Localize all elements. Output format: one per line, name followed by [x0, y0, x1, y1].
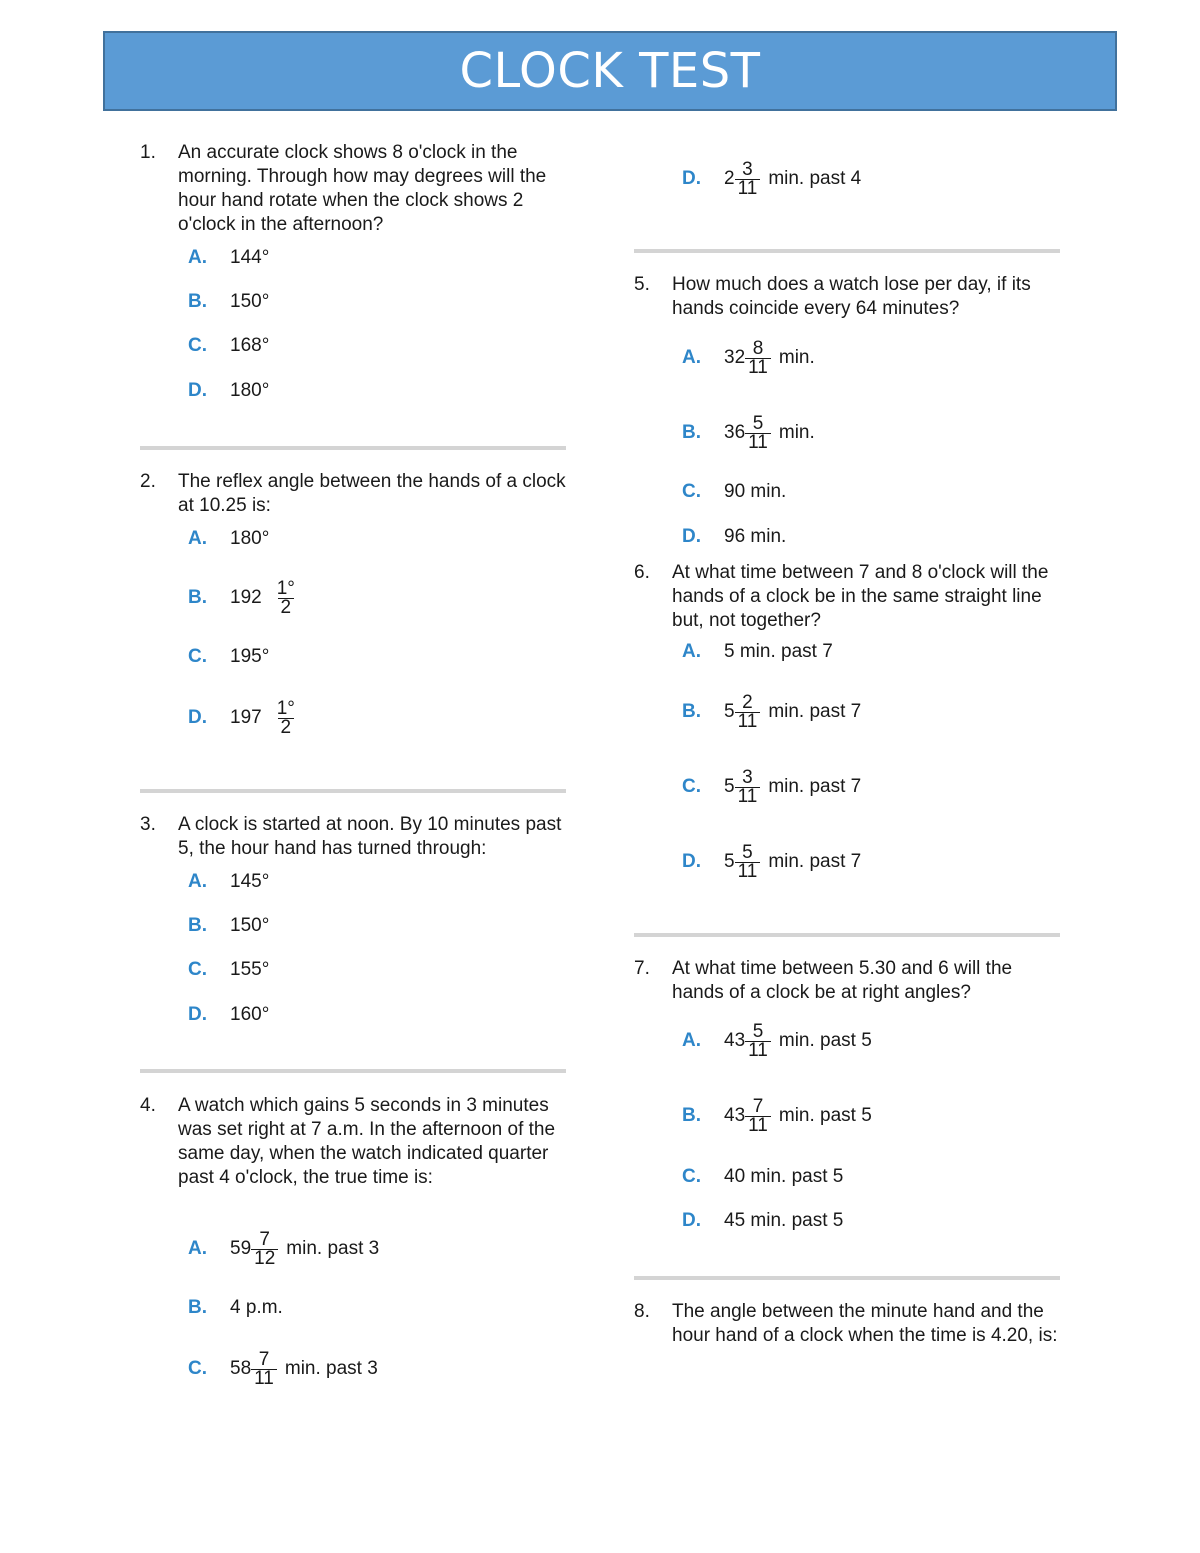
question-text: How much does a watch lose per day, if its hands coincide every 64 minutes? — [672, 274, 1031, 319]
option-5c[interactable] — [682, 472, 786, 512]
option-text: 145° — [230, 871, 270, 892]
fraction-numerator: 5 — [742, 841, 753, 863]
option-text: 45 min. past 5 — [724, 1210, 844, 1231]
option-suffix: min. past 7 — [768, 851, 862, 872]
option-letter: D. — [682, 851, 701, 872]
option-letter: A. — [188, 528, 207, 549]
fraction-denominator: 11 — [745, 1116, 771, 1135]
mixed-number — [230, 1348, 378, 1389]
option-text: 144° — [230, 247, 270, 268]
option-suffix: min. — [778, 347, 815, 368]
option-7d[interactable] — [682, 1201, 843, 1241]
option-letter: D. — [188, 707, 207, 728]
whole-part: 59 — [230, 1238, 252, 1259]
question-8 — [634, 1300, 1060, 1348]
option-3b[interactable] — [188, 906, 269, 946]
option-1c[interactable] — [188, 326, 269, 366]
fraction — [251, 1228, 278, 1269]
option-6a[interactable] — [682, 632, 833, 672]
fraction-numerator: 3 — [742, 158, 753, 180]
whole-part: 2 — [724, 168, 735, 189]
fraction — [745, 1095, 771, 1136]
question-number: 1. — [140, 142, 156, 163]
fraction — [745, 1020, 771, 1061]
question-number: 6. — [634, 562, 650, 583]
fraction — [735, 841, 761, 882]
option-letter: D. — [682, 526, 701, 547]
fraction — [274, 577, 298, 618]
option-2b[interactable] — [188, 578, 302, 618]
question-text: An accurate clock shows 8 o'clock in the morning. Through how may degrees will the hour hand rotate when the clock shows 2 o'clock in the afternoon? — [178, 142, 547, 235]
option-3d[interactable] — [188, 995, 269, 1035]
fraction-numerator: 3 — [742, 766, 753, 788]
option-letter: D. — [682, 168, 701, 189]
mixed-number — [724, 841, 862, 882]
option-letter: A. — [682, 1030, 701, 1051]
fraction — [251, 1348, 277, 1389]
fraction-denominator: 11 — [745, 358, 771, 377]
option-letter: A. — [188, 247, 207, 268]
option-5b[interactable] — [682, 413, 815, 453]
mixed-number — [724, 158, 862, 199]
option-text: 5 min. past 7 — [724, 641, 833, 662]
option-letter: A. — [682, 641, 701, 662]
question-3 — [140, 813, 566, 861]
option-letter: B. — [188, 587, 207, 608]
mixed-number — [724, 766, 862, 807]
fraction-denominator: 2 — [278, 718, 295, 737]
question-text: The reflex angle between the hands of a clock at 10.25 is: — [178, 471, 566, 516]
option-letter: C. — [188, 335, 207, 356]
question-number: 8. — [634, 1301, 650, 1322]
option-5d[interactable] — [682, 517, 786, 557]
mixed-number — [230, 697, 302, 738]
fraction — [745, 337, 771, 378]
fraction-numerator: 2 — [742, 691, 753, 713]
option-text: 180° — [230, 380, 270, 401]
option-letter: C. — [188, 1358, 207, 1379]
option-letter: B. — [188, 1297, 207, 1318]
fraction-numerator: 5 — [752, 412, 764, 434]
option-text: 155° — [230, 959, 270, 980]
question-stem — [634, 1300, 1060, 1348]
option-suffix: min. — [778, 422, 815, 443]
option-letter: A. — [188, 1238, 207, 1259]
option-text: 4 p.m. — [230, 1297, 283, 1318]
question-number: 4. — [140, 1095, 156, 1116]
fraction — [735, 691, 761, 732]
option-suffix: min. past 5 — [778, 1105, 872, 1126]
option-letter: B. — [682, 701, 701, 722]
whole-part: 5 — [724, 776, 735, 797]
option-text: 90 min. — [724, 481, 787, 502]
question-text: At what time between 7 and 8 o'clock will the hands of a clock be in the same straight line but, not together? — [672, 562, 1049, 631]
fraction-denominator: 11 — [735, 179, 761, 198]
question-divider — [634, 1276, 1060, 1280]
mixed-number — [724, 1020, 872, 1061]
option-letter: C. — [188, 959, 207, 980]
fraction — [735, 158, 761, 199]
option-letter: B. — [188, 915, 207, 936]
question-number: 7. — [634, 958, 650, 979]
option-2c[interactable] — [188, 637, 269, 677]
option-text: 168° — [230, 335, 270, 356]
whole-part: 58 — [230, 1358, 252, 1379]
whole-part: 43 — [724, 1030, 746, 1051]
option-6d[interactable] — [682, 842, 861, 882]
option-1b[interactable] — [188, 282, 269, 322]
fraction-numerator: 7 — [258, 1348, 270, 1370]
fraction-numerator: 1° — [276, 697, 295, 719]
question-text: At what time between 5.30 and 6 will the hands of a clock be at right angles? — [672, 958, 1013, 1003]
title-banner — [103, 31, 1117, 111]
whole-part: 32 — [724, 347, 746, 368]
option-3c[interactable] — [188, 950, 269, 990]
question-2 — [140, 470, 566, 518]
option-7c[interactable] — [682, 1157, 843, 1197]
option-letter: D. — [682, 1210, 701, 1231]
option-7a[interactable] — [682, 1021, 872, 1061]
question-divider — [140, 789, 566, 793]
option-4c[interactable] — [188, 1349, 378, 1389]
question-divider — [634, 249, 1060, 253]
question-stem — [140, 141, 566, 237]
option-text: 96 min. — [724, 526, 787, 547]
question-stem — [140, 813, 566, 861]
option-letter: D. — [188, 380, 207, 401]
option-1d[interactable] — [188, 371, 269, 411]
fraction-denominator: 11 — [735, 787, 761, 806]
option-6b[interactable] — [682, 692, 861, 732]
fraction-denominator: 11 — [735, 712, 761, 731]
page-title: CLOCK TEST — [459, 43, 761, 99]
option-letter: C. — [682, 481, 701, 502]
mixed-number — [724, 337, 815, 378]
fraction — [735, 766, 761, 807]
option-letter: B. — [188, 291, 207, 312]
fraction — [274, 697, 298, 738]
question-1 — [140, 141, 566, 237]
option-text: 150° — [230, 915, 270, 936]
option-2a[interactable] — [188, 519, 269, 559]
option-text: 40 min. past 5 — [724, 1166, 844, 1187]
option-letter: C. — [682, 1166, 701, 1187]
whole-part: 192 — [230, 587, 262, 608]
mixed-number — [230, 577, 302, 618]
option-letter: D. — [188, 1004, 207, 1025]
option-suffix: min. past 5 — [778, 1030, 872, 1051]
question-number: 5. — [634, 274, 650, 295]
fraction-denominator: 11 — [735, 862, 761, 881]
question-text: A watch which gains 5 seconds in 3 minutes was set right at 7 a.m. In the afternoon of the same day, when the watch indicated quarter past 4 o'clock, the true time is: — [178, 1095, 556, 1188]
question-6 — [634, 561, 1060, 633]
option-suffix: min. past 3 — [284, 1358, 378, 1379]
fraction-numerator: 7 — [259, 1228, 270, 1250]
mixed-number — [230, 1228, 380, 1269]
fraction-denominator: 2 — [278, 598, 295, 617]
option-4d[interactable] — [682, 159, 861, 199]
fraction-denominator: 12 — [251, 1249, 278, 1268]
question-stem — [634, 957, 1060, 1005]
question-divider — [140, 1069, 566, 1073]
question-stem — [634, 273, 1060, 321]
question-stem — [140, 470, 566, 518]
option-letter: A. — [682, 347, 701, 368]
option-suffix: min. past 4 — [768, 168, 862, 189]
whole-part: 5 — [724, 701, 735, 722]
option-suffix: min. past 7 — [768, 701, 862, 722]
whole-part: 5 — [724, 851, 735, 872]
fraction-numerator: 5 — [752, 1020, 764, 1042]
question-text: A clock is started at noon. By 10 minutes past 5, the hour hand has turned through: — [178, 814, 562, 859]
fraction-numerator: 1° — [276, 577, 295, 599]
question-number: 2. — [140, 471, 156, 492]
whole-part: 197 — [230, 707, 262, 728]
whole-part: 43 — [724, 1105, 746, 1126]
option-text: 160° — [230, 1004, 270, 1025]
question-7 — [634, 957, 1060, 1005]
option-suffix: min. past 3 — [286, 1238, 380, 1259]
fraction-numerator: 8 — [752, 337, 764, 359]
question-4 — [140, 1094, 566, 1190]
option-letter: B. — [682, 422, 701, 443]
option-5a[interactable] — [682, 338, 815, 378]
question-stem — [634, 561, 1060, 633]
fraction — [745, 412, 771, 453]
option-4b[interactable] — [188, 1288, 283, 1328]
option-letter: A. — [188, 871, 207, 892]
mixed-number — [724, 412, 815, 453]
question-divider — [140, 446, 566, 450]
option-2d[interactable] — [188, 698, 302, 738]
option-text: 150° — [230, 291, 270, 312]
option-letter: C. — [682, 776, 701, 797]
option-text: 180° — [230, 528, 270, 549]
fraction-numerator: 7 — [752, 1095, 764, 1117]
question-number: 3. — [140, 814, 156, 835]
question-text: The angle between the minute hand and the hour hand of a clock when the time is 4.20, is: — [672, 1301, 1058, 1346]
question-divider — [634, 933, 1060, 937]
mixed-number — [724, 1095, 872, 1136]
option-1a[interactable] — [188, 238, 269, 278]
question-stem — [140, 1094, 566, 1190]
option-4a[interactable] — [188, 1229, 379, 1269]
option-3a[interactable] — [188, 862, 269, 902]
option-letter: C. — [188, 646, 207, 667]
option-text: 195° — [230, 646, 270, 667]
mixed-number — [724, 691, 862, 732]
fraction-denominator: 11 — [251, 1369, 277, 1388]
option-suffix: min. past 7 — [768, 776, 862, 797]
fraction-denominator: 11 — [745, 433, 771, 452]
whole-part: 36 — [724, 422, 746, 443]
question-5 — [634, 273, 1060, 321]
option-letter: B. — [682, 1105, 701, 1126]
fraction-denominator: 11 — [745, 1041, 771, 1060]
option-6c[interactable] — [682, 767, 861, 807]
option-7b[interactable] — [682, 1096, 872, 1136]
